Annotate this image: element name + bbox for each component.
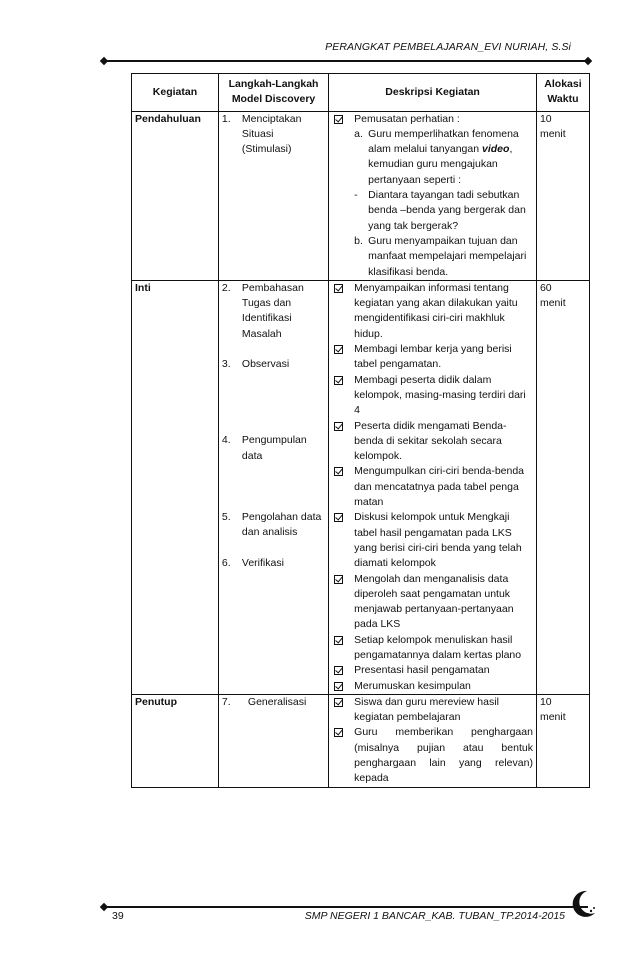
list-item: Merumuskan kesimpulan [332, 679, 533, 694]
checked-box-icon [334, 636, 343, 645]
step-1-number: 1. [221, 112, 231, 125]
alokasi-inti: 60 menit [536, 280, 589, 694]
table-header-row [132, 74, 590, 112]
deskripsi-pendahuluan [329, 111, 537, 280]
checked-box-icon [334, 345, 343, 354]
list-item: Membagi lembar kerja yang berisi tabel pengamatan. [332, 342, 533, 373]
step-4: 4. Pengumpulan data [221, 434, 307, 462]
footer-rule [104, 906, 588, 908]
list-item: Mengumpulkan ciri-ciri benda-benda dan mencatatnya pada tabel penga matan [332, 464, 533, 510]
checked-box-icon [334, 575, 343, 584]
step-7: 7. Generalisasi [221, 695, 307, 708]
list-item: Mengolah dan menganalisis data diperoleh saat pengamatan untuk menjawab pertanyaan-pertanyaan pada LKS [332, 572, 533, 633]
page-header-title: PERANGKAT PEMBELAJARAN_EVI NURIAH, S.Si [325, 41, 571, 53]
checked-box-icon [334, 467, 343, 476]
kegiatan-penutup: Penutup [132, 694, 219, 787]
header-langkah-line1: Langkah-Langkah [228, 78, 319, 90]
sub-item-b: b. Guru menyampaikan tujuan dan manfaat mempelajari mempelajari klasifikasi benda. [354, 234, 527, 278]
list-item: Setiap kelompok menuliskan hasil pengamatannya dalam kertas plano [332, 633, 533, 664]
sub-item-dash: - Diantara tayangan tadi sebutkan benda –benda yang bergerak dan yang tak bergerak? [354, 189, 526, 232]
kegiatan-inti: Inti [132, 280, 219, 694]
list-item: Diskusi kelompok untuk Mengkaji tabel hasil pengamatan pada LKS yang berisi ciri-ciri benda yang telah diamati kelompok [332, 510, 533, 571]
checked-box-icon [334, 513, 343, 522]
deskripsi-inti [329, 280, 537, 694]
checked-box-icon [334, 682, 343, 691]
step-2: 2. Pembahasan Tugas dan Identifikasi Masalah [221, 281, 304, 340]
checked-box-icon [334, 666, 343, 675]
list-item: Menyampaikan informasi tentang kegiatan yang akan dilakukan yaitu mengidentifikasi ciri-ciri makhluk hidup. [332, 281, 533, 342]
table-row-penutup [132, 694, 590, 787]
checked-box-icon [334, 115, 343, 124]
footer-school-name: SMP NEGERI 1 BANCAR_KAB. TUBAN_TP.2014-2015 [304, 910, 565, 922]
header-kegiatan: Kegiatan [132, 74, 219, 112]
lesson-activity-table [131, 73, 590, 788]
alokasi-pendahuluan: 10 menit [536, 111, 589, 280]
header-alokasi-line2: Waktu [547, 93, 579, 106]
checked-box-icon [334, 698, 343, 707]
table-row-pendahuluan [132, 111, 590, 280]
checked-box-icon [334, 376, 343, 385]
list-item: Membagi peserta didik dalam kelompok, masing-masing terdiri dari 4 [332, 373, 533, 419]
checked-box-icon [334, 728, 343, 737]
footer-page-number: 39 [112, 910, 124, 922]
header-langkah [218, 74, 328, 112]
header-rule-right-diamond [584, 57, 592, 65]
checked-box-icon [334, 422, 343, 431]
kegiatan-pendahuluan: Pendahuluan [132, 111, 219, 280]
header-langkah-line2: Model Discovery [231, 93, 316, 106]
sub-item-a: a. Guru memperlihatkan fenomena alam melalui tanyangan video, kemudian guru mengajukan pertanyaan seperti : [354, 127, 519, 186]
list-item: Presentasi hasil pengamatan [332, 663, 533, 678]
step-6: 6. Verifikasi [221, 556, 284, 569]
langkah-inti [218, 280, 328, 694]
header-alokasi [536, 74, 589, 112]
step-3: 3. Observasi [221, 358, 290, 371]
header-rule [104, 60, 588, 62]
footer-rule-left-diamond [100, 903, 108, 911]
langkah-pendahuluan [218, 111, 328, 280]
crescent-logo-icon [565, 887, 599, 921]
checked-box-icon [334, 284, 343, 293]
langkah-penutup [218, 694, 328, 787]
table-row-inti [132, 280, 590, 694]
step-1-text: Menciptakan Situasi (Stimulasi) [241, 112, 302, 156]
list-item: Siswa dan guru mereview hasil kegiatan pembelajaran [332, 695, 533, 726]
list-item: Guru memberikan penghargaan (misalnya pujian atau bentuk penghargaan lain yang relevan) kepada [332, 725, 533, 786]
header-alokasi-line1: Alokasi [544, 78, 582, 90]
emphasis-video: video [482, 143, 510, 156]
header-deskripsi: Deskripsi Kegiatan [329, 74, 537, 112]
list-item: Pemusatan perhatian : [332, 112, 533, 127]
header-rule-left-diamond [100, 57, 108, 65]
step-5: 5. Pengolahan data dan analisis [221, 510, 322, 539]
step-1 [222, 112, 325, 158]
alokasi-penutup: 10 menit [536, 694, 589, 787]
deskripsi-penutup [329, 694, 537, 787]
list-item: Peserta didik mengamati Benda- benda di sekitar sekolah secara kelompok. [332, 419, 533, 465]
